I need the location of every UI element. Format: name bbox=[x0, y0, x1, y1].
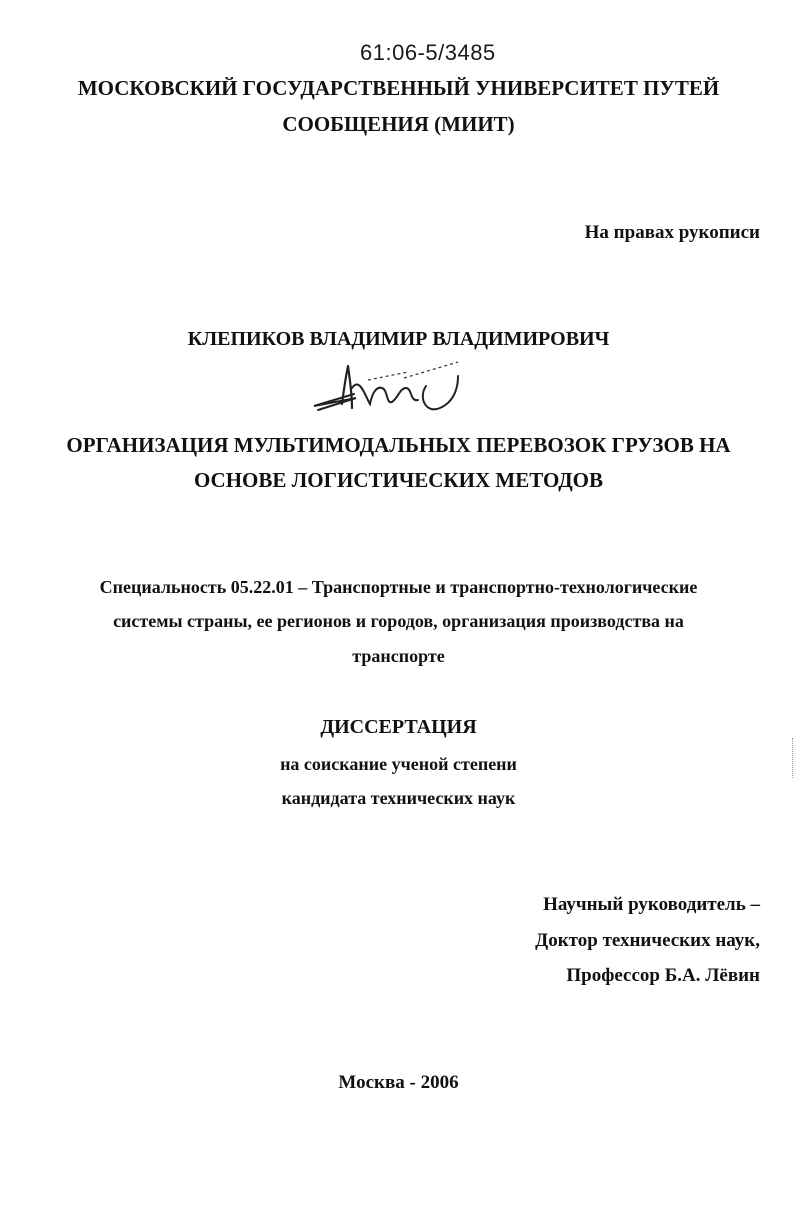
degree-line1: на соискание ученой степени bbox=[280, 754, 517, 774]
specialty-line2: системы страны, ее регионов и городов, организация производства на bbox=[113, 611, 684, 631]
rights-note: На правах рукописи bbox=[584, 222, 760, 243]
dissertation-title-line2: ОСНОВЕ ЛОГИСТИЧЕСКИХ МЕТОДОВ bbox=[193, 468, 604, 492]
handwritten-signature bbox=[308, 358, 480, 418]
city-year: Москва - 2006 bbox=[338, 1072, 459, 1093]
scan-artifact bbox=[792, 738, 795, 778]
degree-line2: кандидата технических наук bbox=[281, 788, 516, 808]
specialty-line3: транспорте bbox=[352, 646, 445, 666]
author-name: КЛЕПИКОВ ВЛАДИМИР ВЛАДИМИРОВИЧ bbox=[187, 328, 610, 350]
degree-type: ДИССЕРТАЦИЯ bbox=[320, 716, 477, 738]
university-name-line2: СООБЩЕНИЯ (МИИТ) bbox=[282, 112, 515, 136]
archive-code: 61:06-5/3485 bbox=[360, 40, 496, 65]
specialty-line1: Специальность 05.22.01 – Транспортные и транспортно-технологические bbox=[99, 577, 698, 597]
dissertation-title-line1: ОРГАНИЗАЦИЯ МУЛЬТИМОДАЛЬНЫХ ПЕРЕВОЗОК ГРУЗОВ НА bbox=[66, 433, 731, 457]
university-name-line1: МОСКОВСКИЙ ГОСУДАРСТВЕННЫЙ УНИВЕРСИТЕТ ПУТЕЙ bbox=[77, 76, 720, 100]
advisor-line2: Доктор технических наук, bbox=[535, 930, 760, 951]
advisor-line1: Научный руководитель – bbox=[543, 894, 760, 915]
advisor-line3: Профессор Б.А. Лёвин bbox=[566, 965, 760, 986]
